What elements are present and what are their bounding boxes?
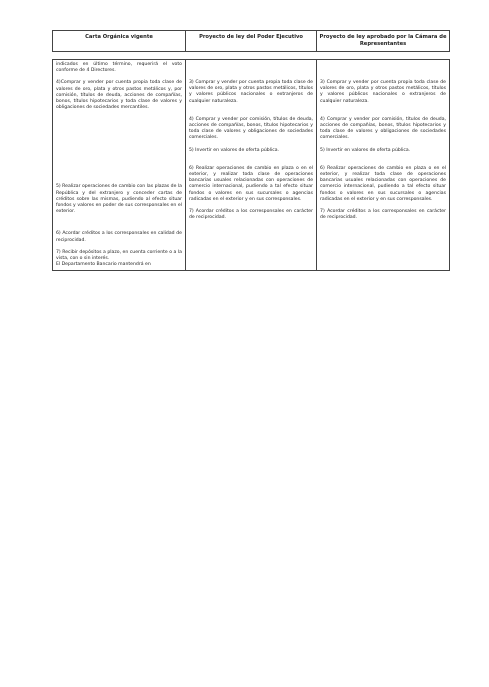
paragraph: 5) Realizar operaciones de cambio con las plazas de la República y del extranjero y conceder cartas de créditos sobre las mismas, pudiendo al efecto situar fondos y valores en poder de sus corresponsales en el exterior.: [56, 184, 182, 215]
column-proyecto-ejecutivo: [185, 60, 316, 271]
paragraph: 4) Comprar y vender por comisión, títulos de deuda, acciones de compañías, bonos, títulos hipotecarios y toda clase de valores y obligaciones de sociedades comerciales.: [320, 116, 446, 141]
header-proyecto-camara: Proyecto de ley aprobado por la Cámara de Representantes: [317, 31, 450, 52]
paragraph: 5) Invertir en valores de oferta pública.: [320, 147, 411, 153]
paragraph: 7) Acordar créditos a los corresponsales en carácter de reciprocidad.: [188, 209, 314, 221]
paragraph: 6) Realizar operaciones de cambio en plaza o en el exterior, y realizar toda clase de operaciones bancarias usuales relacionadas con operaciones de comercio internacional, pudiendo a tal efecto situar fondos o valores en sus sucursales o agencias radicadas en el exterior y en sus corresponsales.: [320, 165, 446, 202]
column-proyecto-camara: [317, 60, 450, 271]
paragraph: 4)Comprar y vender por cuenta propia toda clase de valores de oro, plata y otros pastos metálicos y, por comisión, títulos de deuda, acciones de compañías, bonos, títulos hipotecarios y toda clase de valores y obligaciones de sociedades mercantiles.: [56, 80, 182, 111]
column-carta-organica: [53, 60, 186, 271]
paragraph: El Departamento Bancario mantendrá en: [56, 262, 151, 268]
paragraph: 5) Invertir en valores de oferta pública.: [188, 147, 280, 153]
paragraph: indicados en último término, requerirá el voto conforme de 4 Directores.: [56, 62, 182, 74]
paragraph: 7) Recibir depósitos a plazo, en cuenta corriente o a la vista, con o sin interés.: [56, 249, 182, 262]
paragraph: 6) Realizar operaciones de cambio en plaza o en el exterior, y realizar toda clase de operaciones bancarias usuales relacionadas con operaciones de comercio internacional, pudiendo a tal efecto situar fondos o valores en sus sucursales o agencias radicadas en el exterior y en sus corresponsales.: [188, 165, 314, 202]
body-row: [53, 60, 450, 271]
paragraph: 3) Comprar y vender por cuenta propia toda clase de valores de oro, plata y otros pastos metálicos, títulos y valores públicos nacionales o extranjeros de cualquier naturaleza.: [188, 80, 314, 104]
paragraph: 3) Comprar y vender por cuenta propia toda clase de valores de oro, plata y otros pastos metálicos, títulos y valores públicos nacionales o extranjeros de cualquier naturaleza.: [320, 80, 446, 104]
paragraph: 6) Acordar créditos a los corresponsales en calidad de reciprocidad.: [56, 231, 182, 243]
comparison-table: [52, 30, 450, 271]
paragraph: 4) Comprar y vender por comisión, títulos de deuda, acciones de compañías, bonos, títulos hipotecarios y toda clase de valores y obligaciones de sociedades comerciales.: [188, 116, 314, 141]
header-carta-organica: Carta Orgánica vigente: [53, 31, 186, 52]
header-proyecto-ejecutivo: Proyecto de ley del Poder Ejecutivo: [185, 31, 316, 52]
header-row: [53, 31, 450, 52]
document-page: [52, 30, 450, 271]
paragraph: 7) Acordar créditos a los corresponsales en carácter de reciprocidad.: [320, 209, 446, 221]
